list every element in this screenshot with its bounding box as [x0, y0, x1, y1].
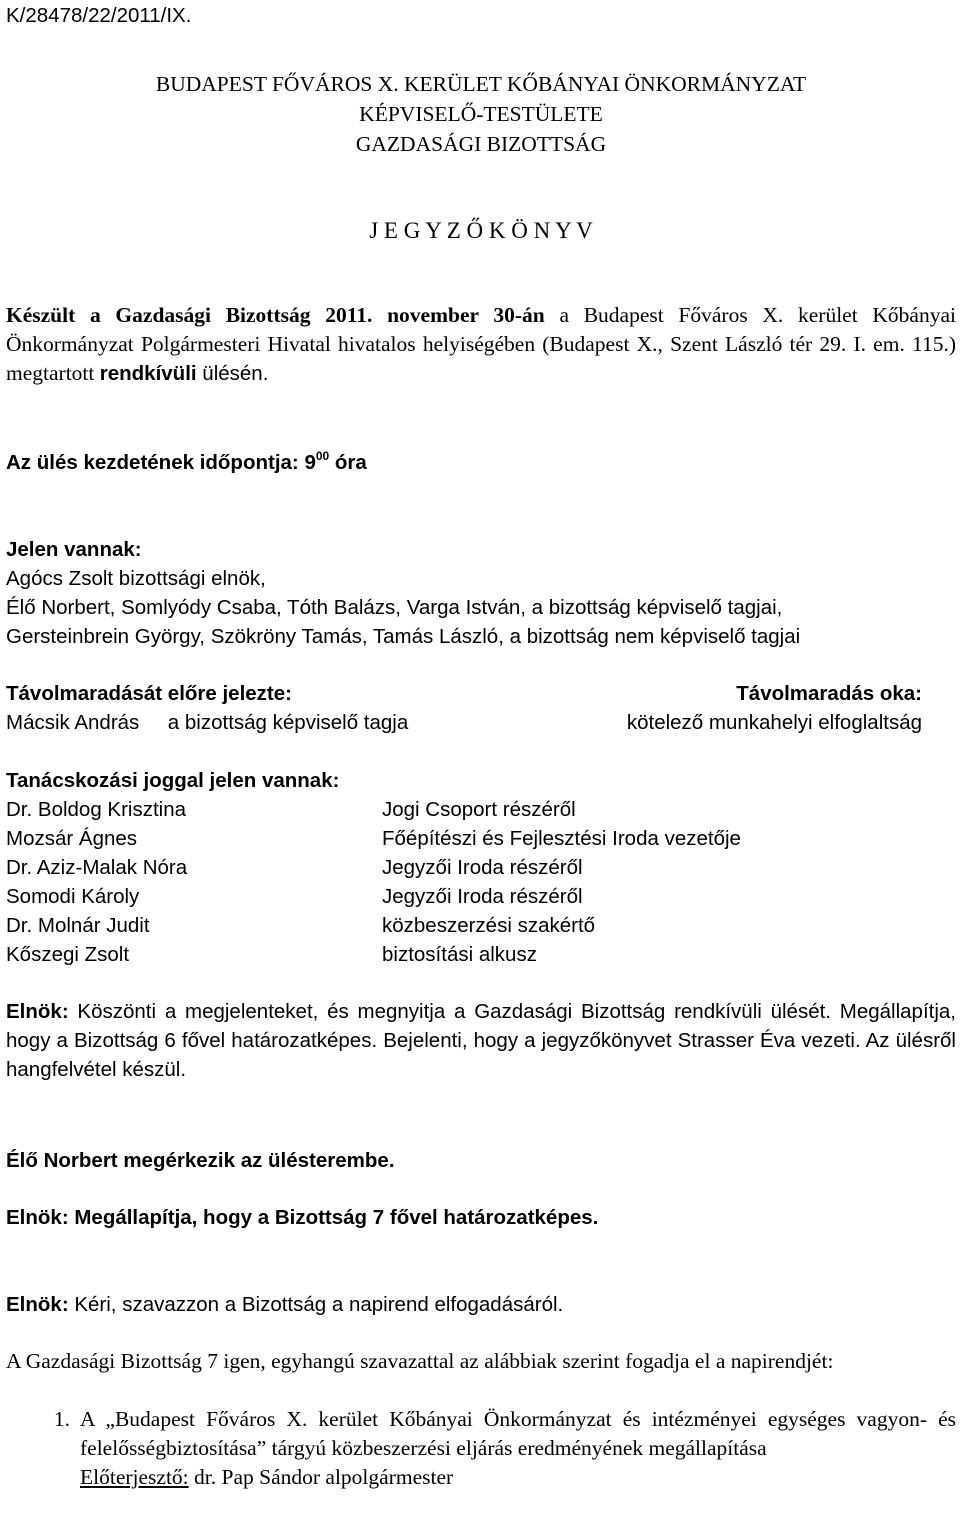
- agenda-item-presenter: Előterjesztő: dr. Pap Sándor alpolgármester: [80, 1465, 454, 1489]
- present-line-3: Gersteinbrein György, Szökröny Tamás, Tamás László, a bizottság nem képviselő tagjai: [6, 625, 801, 648]
- present-section: [6, 535, 956, 651]
- header-line-3: GAZDASÁGI BIZOTTSÁG: [355, 132, 607, 156]
- agenda-adoption-paragraph: A Gazdasági Bizottság 7 igen, egyhangú szavazattal az alábbiak szerint fogadja el a napirendjét:: [6, 1349, 834, 1373]
- intro-paragraph: [6, 301, 956, 388]
- intro-text: a Budapest Főváros X. kerület Kőbányai Önkormányzat Polgármesteri Hivatal hivatalos helyiségében (Budapest X., Szent László tér 29. I. em. 115.) megtartott: [6, 303, 956, 385]
- present-heading: Jelen vannak:: [6, 538, 142, 561]
- agenda-item-number: 1.: [53, 1407, 70, 1431]
- reference-number: K/28478/22/2011/IX.: [6, 4, 192, 27]
- present-line-2: Élő Norbert, Somlyódy Csaba, Tóth Balázs, Varga István, a bizottság képviselő tagjai,: [6, 596, 783, 619]
- absent-member: Mácsik András a bizottság képviselő tagja: [6, 711, 409, 734]
- quorum-note: Elnök: Megállapítja, hogy a Bizottság 7 fővel határozatképes.: [6, 1206, 599, 1229]
- advisory-row: Somodi Károly Jegyzői Iroda részéről: [6, 885, 583, 908]
- advisory-row: Dr. Molnár Judit közbeszerzési szakértő: [6, 914, 596, 937]
- intro-extraordinary: rendkívüli: [99, 362, 197, 385]
- arrival-note: Élő Norbert megérkezik az ülésterembe.: [6, 1149, 395, 1172]
- intro-end: ülésén.: [196, 362, 269, 385]
- header-line-2: KÉPVISELŐ-TESTÜLETE: [359, 102, 603, 126]
- advisory-row: Dr. Aziz-Malak Nóra Jegyzői Iroda részéről: [6, 856, 583, 879]
- advisory-row: Dr. Boldog Krisztina Jogi Csoport részéről: [6, 798, 576, 821]
- advisory-row: Mozsár Ágnes Főépítészi és Fejlesztési Iroda vezetője: [6, 827, 741, 850]
- chair-opening-paragraph: Elnök: Köszönti a megjelenteket, és megnyitja a Gazdasági Bizottság rendkívüli ülését. Megállapítja, hogy a Bizottság 6 fővel határozatképes. Bejelenti, hogy a jegyzőkönyvet Strasser Éva vezeti. Az ülésről hangfelvétel készül.: [6, 1000, 956, 1081]
- session-start: Az ülés kezdetének időpontja: $9^{00}$ óra: [6, 449, 367, 474]
- header-line-1: BUDAPEST FŐVÁROS X. KERÜLET KŐBÁNYAI ÖNKORMÁNYZAT: [155, 72, 807, 96]
- agenda-vote-request: Elnök: Kéri, szavazzon a Bizottság a napirend elfogadásáról.: [6, 1293, 564, 1316]
- absent-section: [6, 679, 956, 737]
- intro-bold: Készült a Gazdasági Bizottság 2011. november 30-án: [6, 303, 545, 327]
- agenda-item-text: A „Budapest Főváros X. kerület Kőbányai Önkormányzat és intézményei egységes vagyon- és felelősségbiztosítása” tárgyú közbeszerzési eljárás eredményének megállapítása: [80, 1407, 956, 1460]
- present-line-1: Agócs Zsolt bizottsági elnök,: [6, 567, 266, 590]
- absent-heading: Távolmaradását előre jelezte:: [6, 682, 292, 705]
- absence-reason: kötelező munkahelyi elfoglaltság: [626, 711, 922, 734]
- advisory-heading: Tanácskozási joggal jelen vannak:: [6, 769, 340, 792]
- advisory-row: Kőszegi Zsolt biztosítási alkusz: [6, 943, 537, 966]
- document-title: J E G Y Z Ő K Ö N Y V: [369, 218, 593, 243]
- absence-reason-heading: Távolmaradás oka:: [736, 682, 922, 705]
- agenda-item: [6, 1405, 956, 1492]
- agenda-list: [6, 1405, 956, 1492]
- advisory-section: [6, 766, 956, 969]
